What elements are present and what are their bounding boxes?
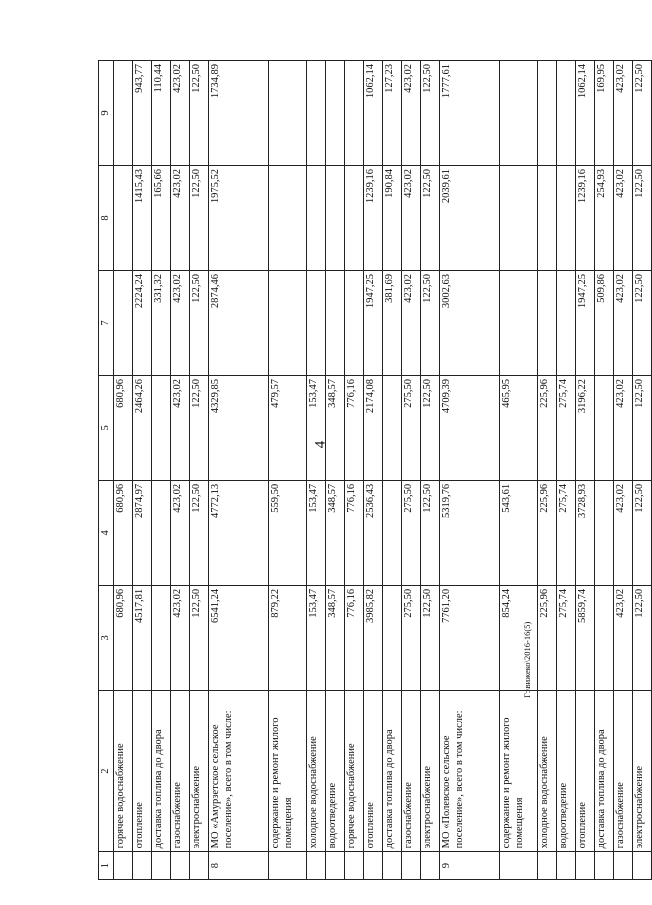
value-cell: [152, 480, 171, 585]
value-cell: 5859,74: [576, 585, 595, 690]
row-name-cell: доставка топлива до двора: [383, 690, 402, 851]
value-cell: 1947,25: [576, 270, 595, 375]
value-cell: 423,02: [171, 166, 190, 271]
value-cell: 1239,16: [576, 166, 595, 271]
value-cell: 559,50: [269, 480, 307, 585]
row-index-cell: [538, 852, 557, 880]
value-cell: 3196,22: [576, 375, 595, 480]
value-cell: [114, 270, 133, 375]
table-row: [152, 61, 171, 880]
value-cell: [307, 166, 326, 271]
value-cell: [307, 270, 326, 375]
value-cell: 122,50: [190, 375, 209, 480]
row-index-cell: [633, 852, 652, 880]
value-cell: 122,50: [421, 375, 440, 480]
value-cell: [595, 585, 614, 690]
value-cell: [557, 270, 576, 375]
table-row: [538, 61, 557, 880]
value-cell: [538, 166, 557, 271]
header-cell: 8: [99, 166, 114, 271]
value-cell: 275,50: [402, 480, 421, 585]
row-index-cell: 8: [209, 852, 269, 880]
row-index-cell: [500, 852, 538, 880]
value-cell: 348,57: [326, 375, 345, 480]
value-cell: 4772,13: [209, 480, 269, 585]
value-cell: 680,96: [114, 585, 133, 690]
value-cell: 1975,52: [209, 166, 269, 271]
table-row: [557, 61, 576, 880]
table-row: [345, 61, 364, 880]
value-cell: 854,24: [500, 585, 538, 690]
value-cell: 122,50: [633, 480, 652, 585]
value-cell: 275,74: [557, 375, 576, 480]
table-row: [114, 61, 133, 880]
value-cell: [500, 61, 538, 166]
value-cell: 423,02: [614, 375, 633, 480]
value-cell: 776,16: [345, 585, 364, 690]
value-cell: 423,02: [402, 270, 421, 375]
value-cell: 1415,43: [133, 166, 152, 271]
value-cell: 1947,25: [364, 270, 383, 375]
table-row: [402, 61, 421, 880]
row-index-cell: [421, 852, 440, 880]
value-cell: 423,02: [171, 61, 190, 166]
value-cell: [269, 61, 307, 166]
value-cell: 122,50: [190, 480, 209, 585]
value-cell: 122,50: [421, 270, 440, 375]
value-cell: 1062,14: [576, 61, 595, 166]
row-name-cell: холодное водоснабжение: [538, 690, 557, 851]
value-cell: 254,93: [595, 166, 614, 271]
page-number: 4: [312, 440, 329, 449]
value-cell: 169,95: [595, 61, 614, 166]
value-cell: [557, 166, 576, 271]
value-cell: 127,23: [383, 61, 402, 166]
value-cell: 4517,81: [133, 585, 152, 690]
row-index-cell: [152, 852, 171, 880]
row-index-cell: [364, 852, 383, 880]
value-cell: 2039,61: [440, 166, 500, 271]
value-cell: 1239,16: [364, 166, 383, 271]
row-name-cell: электроснабжение: [421, 690, 440, 851]
value-cell: 943,77: [133, 61, 152, 166]
value-cell: 423,02: [171, 585, 190, 690]
value-cell: 122,50: [190, 585, 209, 690]
value-cell: 225,96: [538, 480, 557, 585]
value-cell: 423,02: [614, 166, 633, 271]
row-index-cell: [190, 852, 209, 880]
value-cell: [500, 270, 538, 375]
value-cell: 2874,97: [133, 480, 152, 585]
value-cell: 2174,08: [364, 375, 383, 480]
value-cell: [269, 270, 307, 375]
row-name-cell: горячее водоснабжение: [114, 690, 133, 851]
value-cell: 423,02: [402, 166, 421, 271]
header-cell: 3: [99, 585, 114, 690]
table-row: [190, 61, 209, 880]
value-cell: 3002,63: [440, 270, 500, 375]
tariff-table-wrapper: [98, 60, 646, 880]
row-name-cell: отопление: [576, 690, 595, 851]
value-cell: 122,50: [633, 585, 652, 690]
table-row: [171, 61, 190, 880]
row-index-cell: [269, 852, 307, 880]
row-index-cell: [576, 852, 595, 880]
table-row: [421, 61, 440, 880]
value-cell: 423,02: [171, 375, 190, 480]
value-cell: [557, 61, 576, 166]
row-name-cell: электроснабжение: [190, 690, 209, 851]
value-cell: [345, 61, 364, 166]
value-cell: 2224,24: [133, 270, 152, 375]
value-cell: 122,50: [633, 375, 652, 480]
value-cell: 122,50: [190, 61, 209, 166]
value-cell: 122,50: [421, 585, 440, 690]
value-cell: 110,44: [152, 61, 171, 166]
value-cell: 543,61: [500, 480, 538, 585]
value-cell: 153,47: [307, 585, 326, 690]
value-cell: 423,02: [614, 480, 633, 585]
value-cell: [500, 166, 538, 271]
header-cell: 5: [99, 375, 114, 480]
value-cell: 3985,82: [364, 585, 383, 690]
row-name-cell: водоотведение: [326, 690, 345, 851]
row-name-cell: содержание и ремонт жилого помещения: [269, 690, 307, 851]
value-cell: [269, 166, 307, 271]
table-row: [209, 61, 269, 880]
value-cell: [345, 270, 364, 375]
value-cell: 879,22: [269, 585, 307, 690]
row-name-cell: отопление: [364, 690, 383, 851]
row-index-cell: [345, 852, 364, 880]
value-cell: 122,50: [421, 480, 440, 585]
footer-path: Г:\вижеко\2016-16(5): [522, 621, 532, 698]
row-name-cell: холодное водоснабжение: [307, 690, 326, 851]
value-cell: 4709,39: [440, 375, 500, 480]
value-cell: 465,95: [500, 375, 538, 480]
row-name-cell: МО «Амурзетское сельское поселение», всего в том числе:: [209, 690, 269, 851]
value-cell: [383, 375, 402, 480]
value-cell: [326, 166, 345, 271]
value-cell: 1734,89: [209, 61, 269, 166]
row-name-cell: газоснабжение: [402, 690, 421, 851]
row-name-cell: электроснабжение: [633, 690, 652, 851]
value-cell: 423,02: [171, 270, 190, 375]
row-index-cell: [595, 852, 614, 880]
row-index-cell: [383, 852, 402, 880]
value-cell: 423,02: [614, 585, 633, 690]
row-index-cell: [557, 852, 576, 880]
row-name-cell: доставка топлива до двора: [595, 690, 614, 851]
value-cell: 122,50: [421, 166, 440, 271]
value-cell: 2874,46: [209, 270, 269, 375]
table-row: [633, 61, 652, 880]
value-cell: [307, 61, 326, 166]
value-cell: 776,16: [345, 375, 364, 480]
value-cell: [152, 585, 171, 690]
row-index-cell: [114, 852, 133, 880]
value-cell: 275,74: [557, 585, 576, 690]
table-row: [383, 61, 402, 880]
header-cell: 1: [99, 852, 114, 880]
value-cell: 6541,24: [209, 585, 269, 690]
row-name-cell: газоснабжение: [171, 690, 190, 851]
row-index-cell: [614, 852, 633, 880]
table-row: [326, 61, 345, 880]
value-cell: 423,02: [171, 480, 190, 585]
value-cell: [114, 61, 133, 166]
value-cell: [152, 375, 171, 480]
value-cell: 225,96: [538, 375, 557, 480]
value-cell: 2464,26: [133, 375, 152, 480]
value-cell: 275,50: [402, 585, 421, 690]
value-cell: 479,57: [269, 375, 307, 480]
value-cell: 165,66: [152, 166, 171, 271]
row-name-cell: отопление: [133, 690, 152, 851]
value-cell: 153,47: [307, 480, 326, 585]
value-cell: [538, 61, 557, 166]
row-name-cell: газоснабжение: [614, 690, 633, 851]
row-index-cell: [402, 852, 421, 880]
value-cell: 122,50: [633, 270, 652, 375]
row-index-cell: [171, 852, 190, 880]
value-cell: 2536,43: [364, 480, 383, 585]
value-cell: 190,84: [383, 166, 402, 271]
row-index-cell: 9: [440, 852, 500, 880]
value-cell: [595, 480, 614, 585]
value-cell: 122,50: [633, 166, 652, 271]
value-cell: 423,02: [614, 270, 633, 375]
header-cell: 4: [99, 480, 114, 585]
value-cell: [383, 585, 402, 690]
table-row: [500, 61, 538, 880]
value-cell: [538, 270, 557, 375]
value-cell: 122,50: [633, 61, 652, 166]
value-cell: 381,69: [383, 270, 402, 375]
value-cell: 275,74: [557, 480, 576, 585]
table-row: [307, 61, 326, 880]
header-cell: 9: [99, 61, 114, 166]
value-cell: 1062,14: [364, 61, 383, 166]
value-cell: [114, 166, 133, 271]
row-name-cell: МО «Полевское сельское поселение», всего в том числе:: [440, 690, 500, 851]
table-body: [99, 61, 652, 880]
row-name-cell: горячее водоснабжение: [345, 690, 364, 851]
value-cell: [326, 270, 345, 375]
value-cell: 122,50: [421, 61, 440, 166]
value-cell: 1777,61: [440, 61, 500, 166]
table-header-row: [99, 61, 114, 880]
table-row: [364, 61, 383, 880]
value-cell: [383, 480, 402, 585]
value-cell: 423,02: [614, 61, 633, 166]
value-cell: 423,02: [402, 61, 421, 166]
value-cell: 348,57: [326, 585, 345, 690]
value-cell: 275,50: [402, 375, 421, 480]
header-cell: 2: [99, 690, 114, 851]
row-index-cell: [307, 852, 326, 880]
value-cell: 509,86: [595, 270, 614, 375]
value-cell: 7761,20: [440, 585, 500, 690]
row-name-cell: водоотведение: [557, 690, 576, 851]
table-row: [614, 61, 633, 880]
table-row: [133, 61, 152, 880]
row-index-cell: [326, 852, 345, 880]
value-cell: 331,32: [152, 270, 171, 375]
value-cell: 5319,76: [440, 480, 500, 585]
value-cell: 776,16: [345, 480, 364, 585]
value-cell: 348,57: [326, 480, 345, 585]
value-cell: 680,96: [114, 375, 133, 480]
value-cell: 122,50: [190, 166, 209, 271]
table-row: [269, 61, 307, 880]
tariff-table: [98, 60, 652, 880]
row-index-cell: [133, 852, 152, 880]
value-cell: 153,47: [307, 375, 326, 480]
row-name-cell: доставка топлива до двора: [152, 690, 171, 851]
table-row: [595, 61, 614, 880]
table-row: [440, 61, 500, 880]
header-cell: 7: [99, 270, 114, 375]
value-cell: [326, 61, 345, 166]
value-cell: 4329,85: [209, 375, 269, 480]
value-cell: [595, 375, 614, 480]
value-cell: [345, 166, 364, 271]
value-cell: 680,96: [114, 480, 133, 585]
value-cell: 122,50: [190, 270, 209, 375]
value-cell: 3728,93: [576, 480, 595, 585]
table-row: [576, 61, 595, 880]
value-cell: 225,96: [538, 585, 557, 690]
row-name-cell: содержание и ремонт жилого помещения: [500, 690, 538, 851]
